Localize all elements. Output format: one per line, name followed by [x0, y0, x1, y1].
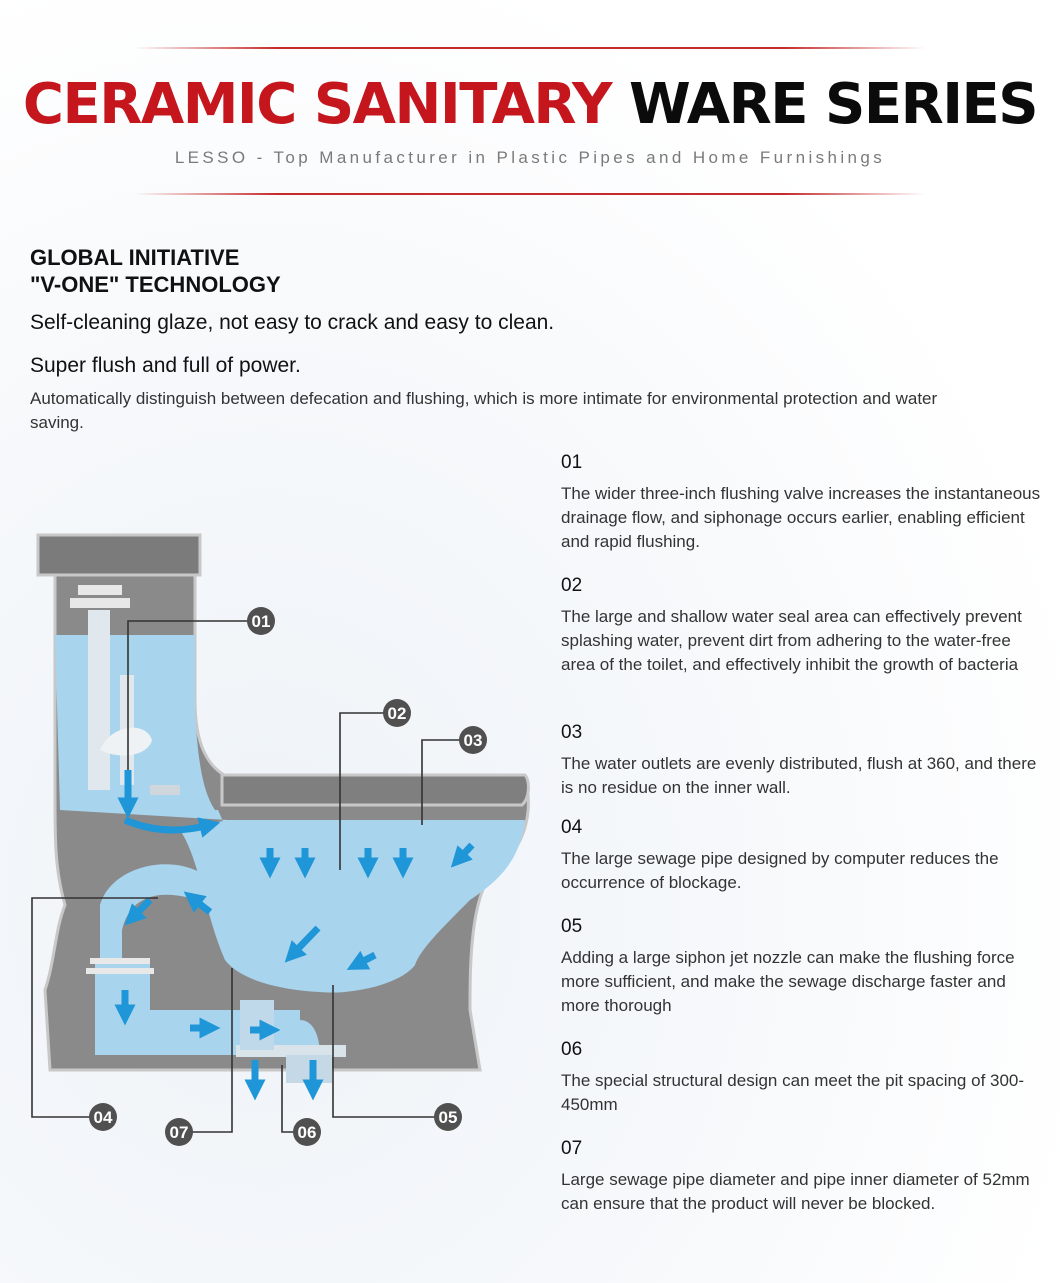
- point-text: The special structural design can meet the pit spacing of 300-450mm: [561, 1071, 1025, 1114]
- marker-07: [165, 1118, 193, 1146]
- page-title: [0, 72, 1060, 138]
- headline-line-2: "V-ONE" TECHNOLOGY: [30, 272, 281, 297]
- title-red-part: CERAMIC SANITARY: [22, 72, 612, 137]
- point-item: [561, 817, 1041, 895]
- point-item: [561, 1039, 1041, 1117]
- feature-description: Automatically distinguish between defecation and flushing, which is more intimate for environmental protection and water saving.: [30, 389, 938, 432]
- headline: [30, 244, 281, 298]
- marker-label: 04: [93, 1108, 113, 1127]
- point-text: The large and shallow water seal area can effectively prevent splashing water, prevent dirt from adhering to the water-free area of the toilet, and effectively inhibit the growth of bacteria: [561, 607, 1022, 674]
- title-black-part: WARE SERIES: [629, 72, 1038, 137]
- marker-02: [383, 699, 411, 727]
- point-number: 03: [561, 722, 583, 743]
- seat: [222, 775, 528, 805]
- point-number: 07: [561, 1138, 583, 1159]
- feature-super-flush: Super flush and full of power.: [30, 354, 301, 377]
- tank-lid: [38, 535, 200, 575]
- point-item: [561, 722, 1041, 800]
- marker-04: [89, 1103, 117, 1131]
- point-text: Large sewage pipe diameter and pipe inner diameter of 52mm can ensure that the product will never be blocked.: [561, 1170, 1030, 1213]
- page-subtitle: LESSO - Top Manufacturer in Plastic Pipes and Home Furnishings: [174, 148, 886, 167]
- point-text: Adding a large siphon jet nozzle can make the flushing force more sufficient, and make the sewage discharge faster and more thorough: [561, 948, 1015, 1015]
- marker-label: 06: [297, 1123, 317, 1142]
- point-number: 04: [561, 817, 583, 838]
- point-item: [561, 1138, 1041, 1216]
- marker-label: 02: [387, 704, 407, 723]
- marker-01: [247, 607, 275, 635]
- feature-self-cleaning: Self-cleaning glaze, not easy to crack and easy to clean.: [30, 311, 555, 334]
- marker-03: [459, 726, 487, 754]
- top-rule: [135, 47, 925, 49]
- point-text: The wider three-inch flushing valve increases the instantaneous drainage flow, and siphonage occurs earlier, enabling efficient and rapid flushing.: [561, 484, 1041, 551]
- marker-label: 03: [463, 731, 483, 750]
- marker-05: [434, 1103, 462, 1131]
- point-item: [561, 575, 1041, 677]
- marker-label: 01: [251, 612, 271, 631]
- marker-label: 05: [438, 1108, 458, 1127]
- toilet-cross-section-diagram: [20, 520, 540, 1160]
- point-text: The water outlets are evenly distributed, flush at 360, and there is no residue on the inner wall.: [561, 754, 1037, 797]
- point-number: 06: [561, 1039, 583, 1060]
- point-item: [561, 452, 1041, 554]
- point-number: 02: [561, 575, 583, 596]
- point-item: [561, 916, 1041, 1018]
- marker-label: 07: [169, 1123, 189, 1142]
- marker-06: [293, 1118, 321, 1146]
- point-number: 05: [561, 916, 583, 937]
- headline-line-1: GLOBAL INITIATIVE: [30, 245, 240, 270]
- bottom-rule: [135, 193, 925, 195]
- point-text: The large sewage pipe designed by computer reduces the occurrence of blockage.: [561, 849, 999, 892]
- point-number: 01: [561, 452, 583, 473]
